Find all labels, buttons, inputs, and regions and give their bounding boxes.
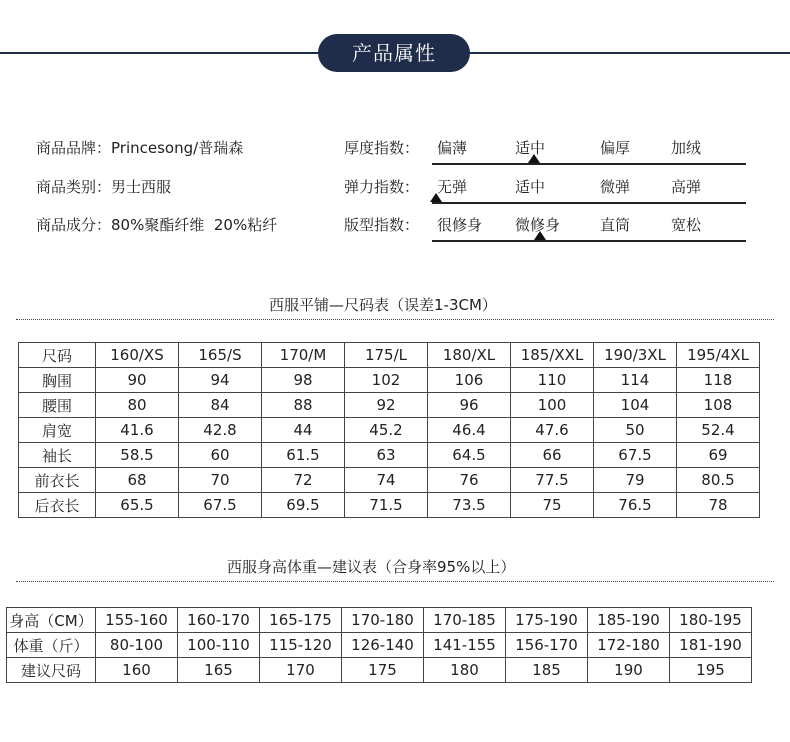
fit-selected-marker <box>534 231 546 240</box>
table-cell: 52.4 <box>677 418 760 443</box>
table-cell: 185 <box>506 658 588 683</box>
table-cell: 104 <box>594 393 677 418</box>
table-cell: 64.5 <box>428 443 511 468</box>
table-cell: 102 <box>345 368 428 393</box>
table-cell: 75 <box>511 493 594 518</box>
table-cell: 67.5 <box>594 443 677 468</box>
attribute-value: Princesong/普瑞森 <box>111 139 244 157</box>
table-row <box>19 443 760 468</box>
table-row <box>7 608 752 633</box>
table-cell: 126-140 <box>342 633 424 658</box>
fit-option: 直筒 <box>600 216 631 234</box>
table-cell: 155-160 <box>96 608 178 633</box>
table-cell: 67.5 <box>179 493 262 518</box>
attribute-label: 商品品牌： <box>36 139 112 157</box>
recommendation-table-divider <box>16 581 774 582</box>
header-cell: 195/4XL <box>677 343 760 368</box>
header-cell: 170/M <box>262 343 345 368</box>
row-label: 腰围 <box>19 393 96 418</box>
table-cell: 94 <box>179 368 262 393</box>
table-cell: 115-120 <box>260 633 342 658</box>
table-cell: 100-110 <box>178 633 260 658</box>
table-cell: 170 <box>260 658 342 683</box>
row-label: 体重（斤） <box>7 633 96 658</box>
fit-scale-line <box>432 240 746 242</box>
table-cell: 160 <box>96 658 178 683</box>
table-cell: 66 <box>511 443 594 468</box>
thickness-scale-line <box>432 163 746 165</box>
table-cell: 165 <box>178 658 260 683</box>
header-rule-right <box>468 52 790 54</box>
table-cell: 160-170 <box>178 608 260 633</box>
table-cell: 76 <box>428 468 511 493</box>
table-cell: 180-195 <box>670 608 752 633</box>
row-label: 后衣长 <box>19 493 96 518</box>
elasticity-scale-line <box>432 202 746 204</box>
elasticity-selected-marker <box>430 193 442 202</box>
table-cell: 80 <box>96 393 179 418</box>
header-cell: 尺码 <box>19 343 96 368</box>
header-cell: 180/XL <box>428 343 511 368</box>
table-cell: 80-100 <box>96 633 178 658</box>
table-cell: 80.5 <box>677 468 760 493</box>
page-title: 产品属性 <box>318 34 470 72</box>
fit-index-label: 版型指数： <box>344 216 420 234</box>
table-cell: 96 <box>428 393 511 418</box>
table-cell: 172-180 <box>588 633 670 658</box>
row-label: 建议尺码 <box>7 658 96 683</box>
table-cell: 69.5 <box>262 493 345 518</box>
header-rule-left <box>0 52 320 54</box>
table-cell: 180 <box>424 658 506 683</box>
recommendation-table-title: 西服身高体重—建议表（合身率95%以上） <box>227 558 516 576</box>
table-cell: 65.5 <box>96 493 179 518</box>
header-cell: 175/L <box>345 343 428 368</box>
table-cell: 74 <box>345 468 428 493</box>
elasticity-index-label: 弹力指数： <box>344 178 420 196</box>
table-cell: 156-170 <box>506 633 588 658</box>
table-cell: 60 <box>179 443 262 468</box>
table-cell: 76.5 <box>594 493 677 518</box>
table-cell: 114 <box>594 368 677 393</box>
table-cell: 195 <box>670 658 752 683</box>
header-cell: 160/XS <box>96 343 179 368</box>
table-cell: 170-180 <box>342 608 424 633</box>
row-label: 袖长 <box>19 443 96 468</box>
row-label: 胸围 <box>19 368 96 393</box>
thickness-option: 偏厚 <box>600 139 631 157</box>
table-row <box>19 393 760 418</box>
thickness-selected-marker <box>528 154 540 163</box>
table-row <box>19 468 760 493</box>
table-cell: 71.5 <box>345 493 428 518</box>
attribute-category <box>36 176 171 197</box>
header-cell: 190/3XL <box>594 343 677 368</box>
elasticity-option: 高弹 <box>671 178 702 196</box>
table-row <box>19 418 760 443</box>
table-cell: 98 <box>262 368 345 393</box>
attribute-value: 男士西服 <box>111 178 172 196</box>
elasticity-option: 微弹 <box>600 178 631 196</box>
thickness-index-label: 厚度指数： <box>344 139 420 157</box>
table-cell: 50 <box>594 418 677 443</box>
table-cell: 46.4 <box>428 418 511 443</box>
elasticity-option: 无弹 <box>437 178 468 196</box>
table-cell: 190 <box>588 658 670 683</box>
header-cell: 185/XXL <box>511 343 594 368</box>
table-cell: 84 <box>179 393 262 418</box>
recommendation-table <box>6 607 752 683</box>
attribute-brand <box>36 137 243 158</box>
fit-option: 微修身 <box>515 216 561 234</box>
table-cell: 70 <box>179 468 262 493</box>
size-table-title: 西服平铺—尺码表（误差1-3CM） <box>269 296 497 314</box>
table-cell: 61.5 <box>262 443 345 468</box>
row-label: 身高（CM） <box>7 608 96 633</box>
fit-option: 很修身 <box>437 216 483 234</box>
table-row <box>19 368 760 393</box>
attribute-value: 80%聚酯纤维 20%粘纤 <box>111 216 278 234</box>
row-label: 肩宽 <box>19 418 96 443</box>
table-row <box>7 633 752 658</box>
table-cell: 106 <box>428 368 511 393</box>
table-cell: 100 <box>511 393 594 418</box>
thickness-option: 加绒 <box>671 139 702 157</box>
size-table <box>18 342 760 518</box>
table-cell: 44 <box>262 418 345 443</box>
table-cell: 92 <box>345 393 428 418</box>
table-cell: 170-185 <box>424 608 506 633</box>
table-cell: 175 <box>342 658 424 683</box>
thickness-option: 适中 <box>515 139 546 157</box>
table-cell: 47.6 <box>511 418 594 443</box>
size-table-divider <box>16 319 774 320</box>
table-cell: 110 <box>511 368 594 393</box>
table-cell: 77.5 <box>511 468 594 493</box>
table-cell: 88 <box>262 393 345 418</box>
table-cell: 73.5 <box>428 493 511 518</box>
table-cell: 63 <box>345 443 428 468</box>
table-cell: 181-190 <box>670 633 752 658</box>
table-cell: 41.6 <box>96 418 179 443</box>
table-cell: 69 <box>677 443 760 468</box>
table-header-row <box>19 343 760 368</box>
table-cell: 108 <box>677 393 760 418</box>
table-cell: 68 <box>96 468 179 493</box>
table-cell: 45.2 <box>345 418 428 443</box>
table-cell: 79 <box>594 468 677 493</box>
table-cell: 175-190 <box>506 608 588 633</box>
table-cell: 165-175 <box>260 608 342 633</box>
table-cell: 42.8 <box>179 418 262 443</box>
elasticity-option: 适中 <box>515 178 546 196</box>
table-cell: 141-155 <box>424 633 506 658</box>
table-row <box>19 493 760 518</box>
table-cell: 185-190 <box>588 608 670 633</box>
table-cell: 72 <box>262 468 345 493</box>
table-cell: 78 <box>677 493 760 518</box>
attribute-label: 商品成分： <box>36 216 112 234</box>
thickness-option: 偏薄 <box>437 139 468 157</box>
table-cell: 58.5 <box>96 443 179 468</box>
table-row <box>7 658 752 683</box>
row-label: 前衣长 <box>19 468 96 493</box>
attribute-label: 商品类别： <box>36 178 112 196</box>
fit-option: 宽松 <box>671 216 702 234</box>
header-cell: 165/S <box>179 343 262 368</box>
table-cell: 118 <box>677 368 760 393</box>
table-cell: 90 <box>96 368 179 393</box>
attribute-composition <box>36 214 277 235</box>
